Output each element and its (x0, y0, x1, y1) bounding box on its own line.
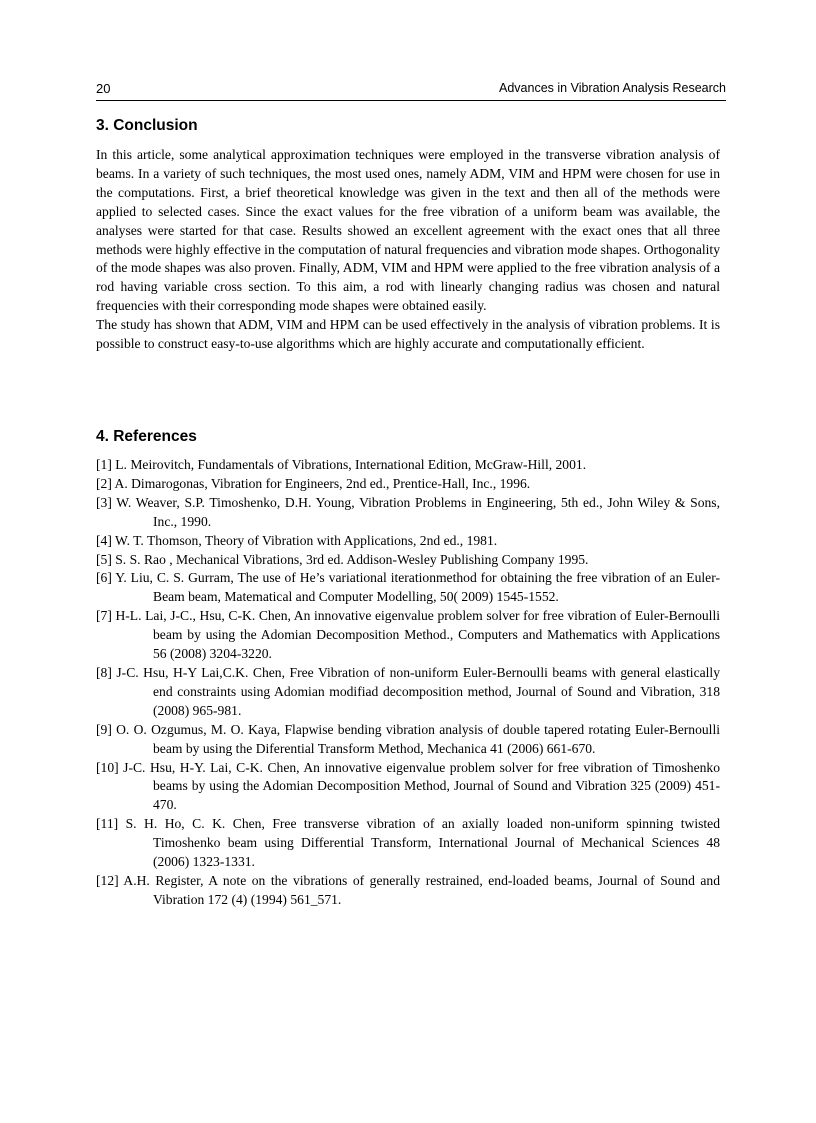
reference-item: [3] W. Weaver, S.P. Timoshenko, D.H. Young, Vibration Problems in Engineering, 5th ed., John Wiley & Sons, Inc., 1990. (96, 494, 720, 529)
page-number: 20 (96, 81, 111, 96)
running-header (96, 80, 726, 101)
reference-item: [10] J-C. Hsu, H-Y. Lai, C-K. Chen, An innovative eigenvalue problem solver for free vibration of Timoshenko beams by using the Adomian Decomposition Method, Journal of Sound and Vibration 325 (2009) 451-470. (96, 759, 720, 813)
reference-item: [6] Y. Liu, C. S. Gurram, The use of He’s variational iterationmethod for obtaining the free vibration of an Euler-Beam beam, Matematical and Computer Modelling, 50( 2009) 1545-1552. (96, 570, 720, 605)
reference-item: [9] O. O. Ozgumus, M. O. Kaya, Flapwise bending vibration analysis of double tapered rotating Euler-Bernoulli beam by using the Diferential Transform Method, Mechanica 41 (2006) 661-670. (96, 721, 720, 756)
reference-item: [2] A. Dimarogonas, Vibration for Engineers, 2nd ed., Prentice-Hall, Inc., 1996. (96, 475, 531, 491)
reference-item: [8] J-C. Hsu, H-Y Lai,C.K. Chen, Free Vibration of non-uniform Euler-Bernoulli beams with general elastically end constraints using Adomian modifiad decomposition method, Journal of Sound and Vibration, 318 (2008) 965-981. (96, 664, 720, 718)
reference-item: [5] S. S. Rao , Mechanical Vibrations, 3rd ed. Addison-Wesley Publishing Company 1995. (96, 551, 589, 567)
references-heading: 4. References (96, 428, 197, 445)
running-title: Advances in Vibration Analysis Research (499, 81, 726, 95)
conclusion-paragraph-2: The study has shown that ADM, VIM and HPM can be used effectively in the analysis of vibration problems. It is possible to construct easy-to-use algorithms which are highly accurate and computationally efficient. (96, 317, 720, 352)
conclusion-paragraph-1: In this article, some analytical approximation techniques were employed in the transverse vibration analysis of beams. In a variety of such techniques, the most used ones, namely ADM, VIM and HPM were chosen for use in the computations. First, a brief theoretical knowledge was given in the text and then all of the methods were applied to selected cases. Since the exact values for the free vibration of a uniform beam was available, the analyses were started for that case. Results showed an excellent agreement with the exact ones that all three methods were highly effective in the computation of natural frequencies and vibration mode shapes. Orthogonality of the mode shapes was also proven. Finally, ADM, VIM and HPM were applied to the free vibration analysis of a rod having variable cross section. To this aim, a rod with linearly changing radius was chosen and natural frequencies with their corresponding mode shapes were obtained easily. (96, 147, 720, 314)
reference-item: [12] A.H. Register, A note on the vibrations of generally restrained, end-loaded beams, Journal of Sound and Vibration 172 (4) (1994) 561_571. (96, 872, 720, 907)
reference-item: [7] H-L. Lai, J-C., Hsu, C-K. Chen, An innovative eigenvalue problem solver for free vibration of Euler-Bernoulli beam by using the Adomian Decomposition Method., Computers and Mathematics with Applications 56 (2008) 3204-3220. (96, 608, 720, 662)
conclusion-body (96, 146, 720, 354)
conclusion-heading: 3. Conclusion (96, 117, 198, 134)
reference-item: [4] W. T. Thomson, Theory of Vibration with Applications, 2nd ed., 1981. (96, 532, 498, 548)
reference-item: [1] L. Meirovitch, Fundamentals of Vibrations, International Edition, McGraw-Hill, 2001. (96, 457, 587, 472)
reference-list (96, 456, 720, 910)
reference-item: [11] S. H. Ho, C. K. Chen, Free transverse vibration of an axially loaded non-uniform spinning twisted Timoshenko beam using Differential Transform, International Journal of Mechanical Sciences 48 (2006) 1323-1331. (96, 816, 720, 870)
